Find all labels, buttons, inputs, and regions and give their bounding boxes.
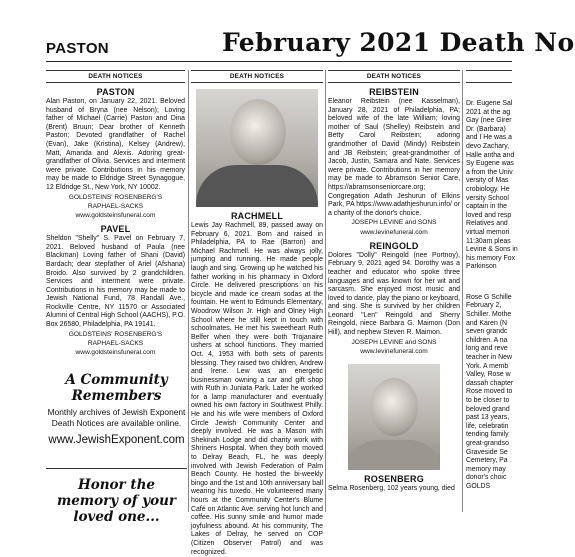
page-title: February 2021 Death No [222, 28, 575, 57]
funeral-home: RAPHAEL-SACKS [87, 339, 144, 347]
community-remembers-promo [46, 372, 187, 446]
funeral-home-url[interactable]: www.goldsteinsfuneral.com [75, 211, 156, 219]
funeral-home-url[interactable]: www.levinefuneral.com [360, 347, 428, 355]
funeral-home-url[interactable]: www.goldsteinsfuneral.com [75, 349, 156, 357]
column-divider [188, 70, 189, 512]
header-rule [46, 61, 512, 62]
funeral-home: GOLDSTEINS' ROSENBERG'S [68, 193, 163, 201]
honor-memory-promo [46, 468, 187, 525]
notice-name: REINGOLD [369, 240, 419, 251]
notice-body-partial: Dr. Eugene Sal 2021 at the ag Gay (nee Girer Dr. (Barbara) and I He was a devo Zachary, Halle antha and Sy Eugene was a from the Univ versity of Mas crobiology. He versity School captain in the loved and resp Relatives and virtual memori 11:30am pleas Levine & Sons in his memory Fox Parkinson [466, 100, 518, 271]
column-head: DEATH NOTICES [46, 70, 185, 83]
notice-name: REIBSTEIN [369, 87, 419, 97]
page-section-name: PASTON [46, 40, 109, 57]
notice-pavel [46, 224, 185, 357]
column-divider [325, 70, 326, 512]
promo-title: Honor the memory of your loved one... [56, 477, 177, 525]
notice-reibstein [328, 87, 460, 237]
notice-paston [46, 87, 185, 220]
rachmell-photo [196, 89, 318, 207]
promo-subtitle: Monthly archives of Jewish Exponent Death Notices are available online. [47, 407, 186, 428]
column-head: DEATH NOTICES [191, 70, 323, 83]
notice-body-partial: Rose G Schille February 2, Schiller. Mothe and Karen (N seven grandc children. A na long and reve teacher in New York. A memb Valley, Rose w dassah chapter Rose moved to to be closer to beloved grand past 13 years, life, celebratin tending family great-grandso Graveside Se Cemetery, Pa memory may donor's choic GOLDS [466, 293, 514, 490]
funeral-home: GOLDSTEINS' ROSENBERG'S [68, 330, 163, 338]
notice-body: Sheldon "Shelly" S. Pavel on February 7, 2021. Beloved husband of Paula (nee Blackman) Loving father of Shani (David) Bardach; dear stepfather of Ariel (Afshana) Broido. Also survived by 2 grandchildren. Services and interment were private. Contributions in his memory may be made to Jewish National Fund, 78 Randall Ave., Rockville Centre, NY 11570 or Associated Alumni of Central High School (AACHS), P.O. Box 26580, Philadelphia, PA 19141. [46, 235, 185, 329]
column-head-partial [466, 70, 512, 83]
column-2 [191, 70, 323, 556]
portrait-face [230, 99, 286, 165]
column-head: DEATH NOTICES [328, 70, 460, 83]
notice-reingold [328, 241, 460, 356]
portrait-shirt [348, 440, 440, 470]
promo-title: A Community Remembers [65, 372, 168, 404]
notice-body: Alan Paston, on January 22, 2021. Beloved husband of Bryna (nee Nelson); Loving father of Michael (Carrie) Paston and Dina (Brent) Bruun; Dear brother of Kenneth Paston; Devoted grandfather of Rachel (Evan), Jake (Kristina), Kelsey (Andrew), Matt, Amanda and Alexis. Adoring great-grandfather of Olivia. Services and interment were private. Contributions in his memory may be made to Eldridge Street Synagogue, 12 Eldridge St., New York, NY 10002. [46, 98, 185, 191]
notice-body: Lewis Jay Rachmell, 89, passed away on February 6, 2021. Born and raised in Philadelphia, PA to Rae (Barron) and Michael Rachmell. He was always jolly, jumping and running. He made people laugh and sing. Growing up he watched his father working in his pharmacy in Oxford Circle. He delivered prescriptions on his bicycle and made ice cream sodas at the fountain. He went to Edmunds Elementary, Woodrow Wilson Jr. High and Olney High School where he still kept in touch with schoolmates. He met his sweetheart Ruth Belfer when they were both Trojanaire ushers at school functions. They married Oct. 4, 1953 with both sets of parents blessing. They raised two children, Andrew and Irene. Lew was an energetic businessman owning a car and gift shop with Ruth in Juniata Park. Later he worked for a lamp manufacturer and eventually owned his own factory in Southwest Philly. He and his wife were members of Oxford Circle Jewish Community Center and deeply involved. He was a Mason with Shekinah Lodge and did charity work with Shriners Hospital. When they both moved to Delray Beach, FL, he was deeply involved with Jewish Federation of Palm Beach County. He hosted the bi-weekly bingo and the 1st and 10th anniversary ball wearing his tuxedo. He volunteered many hours at the Community Center's Blume Café on Atlantic Ave. serving hot lunch and coffee. His sunny smile and humor made joyfulness abound. At his community, The Lakes of Delray, he served on COP (Citizen Observer Patrol) and was recognized. [191, 222, 323, 556]
notice-body: Dolores "Dolly" Reingold (nee Portnoy), February 9, 2021 aged 94. Dorothy was a teacher and educator who spoke three languages and was known for her wit and sarcasm. She enjoyed most music and loved to dance, play the piano or keyboard, and sing. She is survived by her children Leonard "Len" Reingold and Sherry Reingold, niece Barbara G. Maimon (Don Hill), and nephew Steven R. Maimon. [328, 251, 460, 337]
funeral-home: RAPHAEL-SACKS [87, 202, 144, 210]
notice-name: PASTON [96, 87, 135, 97]
notice-name: RACHMELL [230, 211, 284, 221]
funeral-home-url[interactable]: www.levinefuneral.com [360, 228, 428, 236]
notice-name: PAVEL [100, 224, 131, 235]
portrait-face [370, 378, 418, 436]
column-3 [328, 70, 460, 512]
funeral-home: JOSEPH LEVINE and SONS [351, 338, 437, 346]
column-divider [462, 70, 463, 512]
rosenberg-photo [348, 364, 440, 470]
promo-url[interactable]: www.JewishExponent.com [48, 434, 185, 446]
column-4 [466, 70, 518, 512]
notice-body: Selma Rosenberg, 102 years young, died [328, 485, 455, 493]
portrait-shirt [196, 165, 318, 207]
notice-body: Eleanor Reibstein (nee Kasselman), January 28, 2021 of Philadelphia, PA; beloved wife of the late William; loving mother of Saul (Shelley) Reibstein and Betty Carol Reibstein; adoring grandmother of David (Mindy) Reibstein and JB Reibstein; great-grandmother of Jacob, Justin, Samara and Nate. Services were private. Contributions in her memory may be made to Abramson Senior Care, https://abramsonseniorcare.org; Congregation Adath Jeshurun of Elkins Park, PA https://www.adathjeshurun.info/ or a charity of the donor's choice. [328, 98, 461, 217]
funeral-home: JOSEPH LEVINE and SONS [351, 219, 437, 227]
notice-name: ROSENBERG [364, 474, 424, 485]
